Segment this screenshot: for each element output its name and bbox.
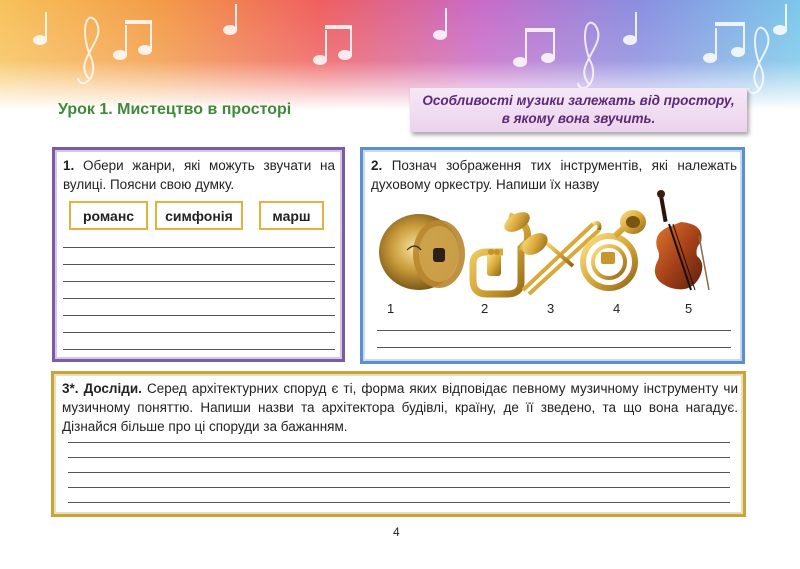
answer-line[interactable] [63,247,335,248]
genre-option-romance[interactable]: романс [69,201,148,230]
task-1-text: Обери жанри, які можуть звучати на вулиці. Поясни свою думку. [63,158,335,192]
task-1-box [52,147,345,362]
task-1-prompt [63,156,335,194]
french-horn-icon[interactable] [575,208,647,298]
instrument-number-1: 1 [387,301,395,316]
answer-line[interactable] [63,332,335,333]
answer-line[interactable] [377,347,731,348]
answer-line[interactable] [63,298,335,299]
task-3-text: Серед архітектурних споруд є ті, форма яких відповідає певному музичному інструменту чи музичному поняттю. Напиши назви та архітектора будівлі, країну, де її зведено, та що вона нагадує. Дізнайся більше про ці споруди за бажанням. [62,381,738,434]
cymbals-icon[interactable] [377,210,467,292]
task-2-number: 2. [371,158,383,173]
answer-line[interactable] [63,349,335,350]
page-number: 4 [393,525,400,539]
cello-icon[interactable] [647,190,717,298]
key-idea-box [410,88,747,132]
task-3-box [51,371,746,517]
key-idea-line-1: Особливості музики залежать від простору, [422,93,735,108]
answer-line[interactable] [63,264,335,265]
answer-line[interactable] [68,487,730,488]
task-1-number: 1. [63,158,75,173]
answer-line[interactable] [377,330,731,331]
answer-line[interactable] [68,472,730,473]
genre-option-symphony[interactable]: симфонія [155,201,243,230]
instrument-number-4: 4 [613,301,621,316]
lesson-title: Урок 1. Мистецтво в просторі [58,101,292,118]
task-2-prompt [371,156,737,194]
task-2-text: Познач зображення тих інструментів, які належать духовому оркестру. Напиши їх назву [371,158,737,192]
answer-line[interactable] [63,281,335,282]
instrument-number-5: 5 [685,301,693,316]
answer-line[interactable] [68,442,730,443]
task-3-prompt [62,379,738,436]
task-3-number: 3*. Досліди. [62,381,142,396]
task-2-box [360,147,745,364]
instrument-number-2: 2 [481,301,489,316]
genre-option-march[interactable]: марш [259,201,324,230]
instrument-number-3: 3 [547,301,555,316]
answer-line[interactable] [68,502,730,503]
answer-line[interactable] [68,457,730,458]
key-idea-line-2: в якому вона звучить. [501,111,656,126]
answer-line[interactable] [63,315,335,316]
